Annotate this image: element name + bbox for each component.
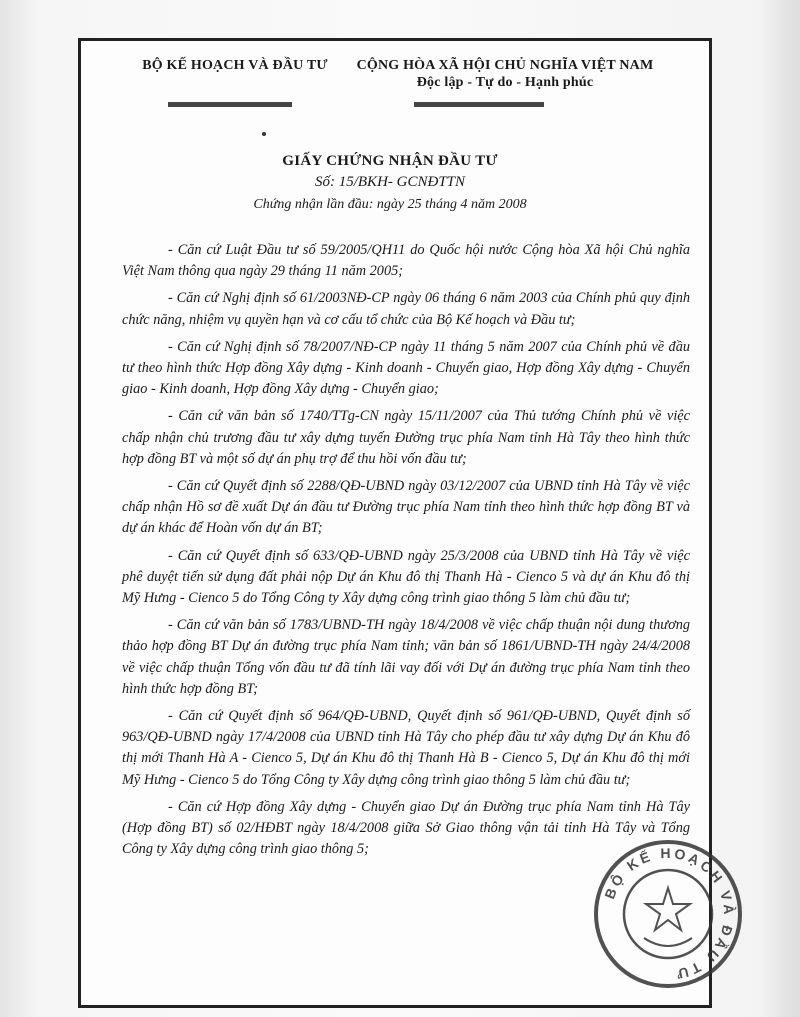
legal-basis-item: - Căn cứ Nghị định số 61/2003NĐ-CP ngày 06 tháng 6 năm 2003 của Chính phủ quy định chức năng, nhiệm vụ quyền hạn và cơ cấu tổ chức của Bộ Kế hoạch và Đầu tư;	[122, 290, 690, 328]
scan-speck	[262, 132, 266, 136]
document-title: GIẤY CHỨNG NHẬN ĐẦU TƯ	[282, 153, 498, 169]
first-certification-date: Chứng nhận lần đầu: ngày 25 tháng 4 năm 2008	[253, 197, 527, 212]
national-motto: Độc lập - Tự do - Hạnh phúc	[416, 75, 594, 90]
legal-basis-item: - Căn cứ văn bản số 1783/UBND-TH ngày 18/4/2008 về việc chấp thuận nội dung thương thảo hợp đồng BT Dự án đường trục phía Nam tỉnh; văn bản số 1861/UBND-TH ngày 24/4/2008 về việc chấp thuận Tổng vốn đầu tư đã tính lãi vay đối với Dự án đường trục phía Nam tỉnh theo hình thức hợp đồng BT;	[122, 617, 690, 697]
document-number: Số: 15/BKH- GCNĐTTN	[314, 174, 466, 190]
motto-underline	[414, 102, 544, 107]
svg-text:BỘ KẾ HOẠCH VÀ ĐẦU TƯ	[601, 845, 737, 983]
legal-basis-item: - Căn cứ văn bản số 1740/TTg-CN ngày 15/11/2007 của Thủ tướng Chính phủ về việc chấp nhận chủ trương đầu tư xây dựng tuyến Đường trục phía Nam tỉnh Hà Tây theo hình thức hợp đồng BT và một số dự án phụ trợ để thu hồi vốn đầu tư;	[122, 408, 690, 467]
legal-basis-item: - Căn cứ Nghị định số 78/2007/NĐ-CP ngày 11 tháng 5 năm 2007 của Chính phủ về đầu tư theo hình thức Hợp đồng Xây dựng - Kinh doanh - Chuyển giao, Hợp đồng Xây dựng - Chuyển giao - Kinh doanh, Hợp đồng Xây dựng - Chuyển giao;	[122, 338, 690, 398]
legal-basis-item: - Căn cứ Luật Đầu tư số 59/2005/QH11 do Quốc hội nước Cộng hòa Xã hội Chủ nghĩa Việt Nam thông qua ngày 29 tháng 11 năm 2005;	[122, 242, 690, 280]
official-seal-stamp	[592, 838, 744, 990]
seal-star-icon	[646, 888, 690, 930]
ministry-underline	[168, 102, 292, 107]
ministry-name: BỘ KẾ HOẠCH VÀ ĐẦU TƯ	[142, 58, 328, 73]
seal-text: BỘ KẾ HOẠCH VÀ ĐẦU TƯ	[601, 844, 738, 983]
legal-basis-list	[122, 240, 690, 866]
legal-basis-item: - Căn cứ Quyết định số 964/QĐ-UBND, Quyết định số 961/QĐ-UBND, Quyết định số 963/QĐ-UBND ngày 17/4/2008 của UBND tỉnh Hà Tây cho phép đầu tư xây dựng Dự án Khu đô thị mới Thanh Hà A - Cienco 5, Dự án Khu đô thị Thanh Hà B - Cienco 5, Dự án Khu đô thị mới Mỹ Hưng - Cienco 5 do Tổng Công ty Xây dựng công trình giao thông 5 làm chủ đầu tư;	[122, 708, 690, 788]
legal-basis-item: - Căn cứ Quyết định số 2288/QĐ-UBND ngày 03/12/2007 của UBND tỉnh Hà Tây về việc chấp nhận Hồ sơ đề xuất Dự án đầu tư Đường trục phía Nam tỉnh theo hình thức hợp đồng BT và dự án khác để Hoàn vốn dự án BT;	[122, 478, 690, 537]
republic-name: CỘNG HÒA XÃ HỘI CHỦ NGHĨA VIỆT NAM	[356, 58, 654, 73]
legal-basis-item: - Căn cứ Quyết định số 633/QĐ-UBND ngày 25/3/2008 của UBND tỉnh Hà Tây về việc phê duyệt tiến sử dụng đất phải nộp Dự án Khu đô thị Thanh Hà - Cienco 5 và dự án Khu đô thị Mỹ Hưng - Cienco 5 do Tổng Công ty Xây dựng công trình giao thông 5 làm chủ đầu tư;	[122, 547, 690, 607]
legal-basis-item: - Căn cứ Hợp đồng Xây dựng - Chuyển giao Dự án Đường trục phía Nam tỉnh Hà Tây (Hợp đồng BT) số 02/HĐBT ngày 18/4/2008 giữa Sở Giao thông vận tải tỉnh Hà Tây và Tổng Công ty Xây dựng công trình giao thông 5;	[122, 798, 690, 858]
national-heading	[340, 58, 670, 91]
